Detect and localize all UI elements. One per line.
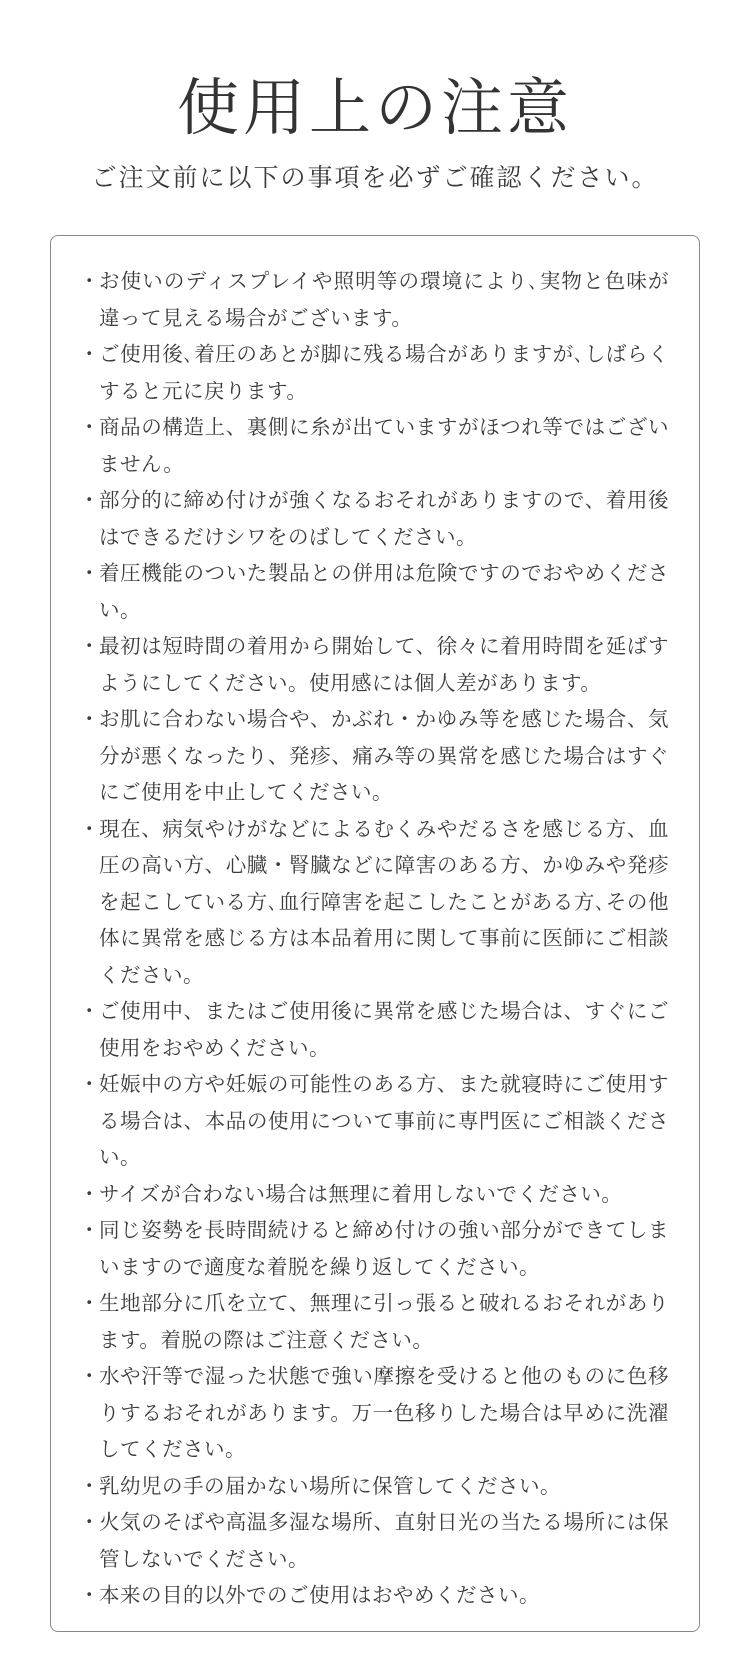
notice-item (79, 555, 669, 628)
notice-item (79, 482, 669, 555)
notice-item (79, 263, 669, 336)
bullet: ・ (79, 1181, 100, 1206)
notice-text: 最初は短時間の着用から開始して、徐々に着用時間を延ばすようにしてください。使用感には個人差があります。 (99, 634, 669, 695)
notice-text: 現在、病気やけがなどによるむくみやだるさを感じる方、血圧の高い方、心臓・腎臓などに障害のある方、かゆみや発疹を起こしている方､血行障害を起こしたことがある方､その他体に異常を感じる方は本品着用に関して事前に医師にご相談ください。 (99, 816, 669, 987)
notice-box (50, 235, 700, 1632)
page-title: 使用上の注意 (176, 71, 573, 144)
notice-item (79, 409, 669, 482)
notice-item (79, 701, 669, 811)
notice-text: 乳幼児の手の届かない場所に保管してください。 (99, 1473, 561, 1498)
bullet: ・ (79, 1072, 100, 1096)
notice-item (79, 1577, 669, 1614)
notice-item (79, 811, 669, 994)
bullet: ・ (79, 269, 100, 293)
notice-item (79, 1358, 669, 1468)
bullet: ・ (79, 1218, 100, 1242)
notice-text: 着圧機能のついた製品との併用は危険ですのでおやめください。 (99, 561, 669, 622)
notice-text: 生地部分に爪を立て、無理に引っ張ると破れるおそれがあります。着脱の際はご注意ください。 (99, 1291, 669, 1352)
notice-text: ご使用中、またはご使用後に異常を感じた場合は、すぐにご使用をおやめください。 (99, 999, 669, 1060)
notice-text: 水や汗等で湿った状態で強い摩擦を受けると他のものに色移りするおそれがあります。万一色移りした場合は早めに洗濯してください。 (99, 1364, 669, 1461)
notice-text: お肌に合わない場合や、かぶれ・かゆみ等を感じた場合、気分が悪くなったり、発疹、痛み等の異常を感じた場合はすぐにご使用を中止してください。 (99, 707, 669, 804)
bullet: ・ (79, 816, 100, 841)
notice-text: 部分的に締め付けが強くなるおそれがありますので、着用後はできるだけシワをのばしてください。 (99, 488, 669, 549)
bullet: ・ (79, 342, 100, 366)
notice-text: 本来の目的以外でのご使用はおやめください。 (99, 1583, 540, 1607)
page-subtitle: ご注文前に以下の事項を必ずご確認ください。 (91, 163, 659, 192)
notice-item (79, 1285, 669, 1358)
bullet: ・ (79, 415, 100, 439)
notice-text: 商品の構造上、裏側に糸が出ていますがほつれ等ではございません。 (99, 415, 669, 476)
bullet: ・ (79, 1510, 100, 1534)
notice-text: 妊娠中の方や妊娠の可能性のある方、また就寝時にご使用する場合は、本品の使用について事前に専門医にご相談ください。 (99, 1072, 669, 1169)
notice-item (79, 1468, 669, 1505)
notice-item (79, 336, 669, 409)
notice-text: ご使用後､着圧のあとが脚に残る場合がありますが､しばらくすると元に戻ります。 (99, 342, 669, 403)
notice-text: お使いのディスプレイや照明等の環境により､実物と色味が違って見える場合がございます。 (99, 269, 669, 330)
bullet: ・ (79, 634, 100, 658)
notice-text: サイズが合わない場合は無理に着用しないでください。 (99, 1181, 623, 1206)
notice-item (79, 1212, 669, 1285)
notice-item (79, 993, 669, 1066)
notice-item (79, 1176, 669, 1213)
bullet: ・ (79, 1473, 100, 1498)
notice-item (79, 628, 669, 701)
bullet: ・ (79, 561, 100, 585)
bullet: ・ (79, 488, 100, 512)
bullet: ・ (79, 1291, 100, 1315)
bullet: ・ (79, 1364, 100, 1388)
notice-text: 同じ姿勢を長時間続けると締め付けの強い部分ができてしまいますので適度な着脱を繰り返してください。 (99, 1218, 669, 1279)
bullet: ・ (79, 1583, 100, 1607)
notice-item (79, 1504, 669, 1577)
notice-list (51, 236, 699, 1614)
notice-text: 火気のそばや高温多湿な場所、直射日光の当たる場所には保管しないでください。 (99, 1510, 669, 1571)
bullet: ・ (79, 999, 100, 1023)
bullet: ・ (79, 707, 100, 731)
notice-item (79, 1066, 669, 1176)
